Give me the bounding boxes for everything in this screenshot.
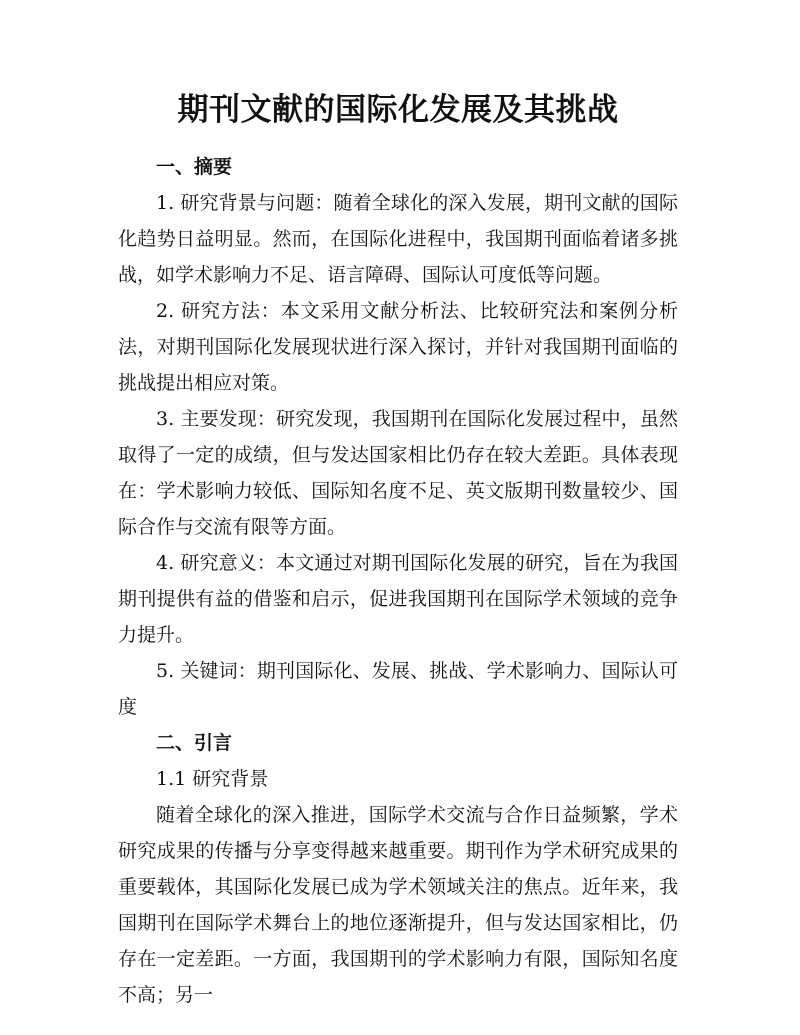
abstract-heading: 一、摘要: [156, 156, 233, 179]
introduction-paragraph: 随着全球化的深入推进，国际学术交流与合作日益频繁，学术研究成果的传播与分享变得越来越重要。期刊作为学术研究成果的重要载体，其国际化发展已成为学术领域关注的焦点。近年来，我国期刊在国际学术舞台上的地位逐渐提升，但与发达国家相比，仍存在一定差距。一方面，我国期刊的学术影响力有限，国际知名度不高；另一: [118, 804, 678, 1007]
document-title: 期刊文献的国际化发展及其挑战: [177, 92, 619, 128]
abstract-item-findings: 3. 主要发现：研究发现，我国期刊在国际化发展过程中，虽然取得了一定的成绩，但与发达国家相比仍存在较大差距。具体表现在：学术影响力较低、国际知名度不足、英文版期刊数量较少、国际合作与交流有限等方面。: [118, 408, 678, 539]
abstract-item-significance: 4. 研究意义：本文通过对期刊国际化发展的研究，旨在为我国期刊提供有益的借鉴和启示，促进我国期刊在国际学术领域的竞争力提升。: [118, 552, 678, 647]
abstract-item-methods: 2. 研究方法：本文采用文献分析法、比较研究法和案例分析法，对期刊国际化发展现状进行深入探讨，并针对我国期刊面临的挑战提出相应对策。: [118, 300, 678, 395]
abstract-item-keywords: 5. 关键词：期刊国际化、发展、挑战、学术影响力、国际认可度: [118, 660, 678, 719]
introduction-subheading: 1.1 研究背景: [156, 768, 269, 791]
abstract-item-background: 1. 研究背景与问题：随着全球化的深入发展，期刊文献的国际化趋势日益明显。然而，在国际化进程中，我国期刊面临着诸多挑战，如学术影响力不足、语言障碍、国际认可度低等问题。: [118, 192, 678, 287]
introduction-heading: 二、引言: [156, 732, 233, 755]
